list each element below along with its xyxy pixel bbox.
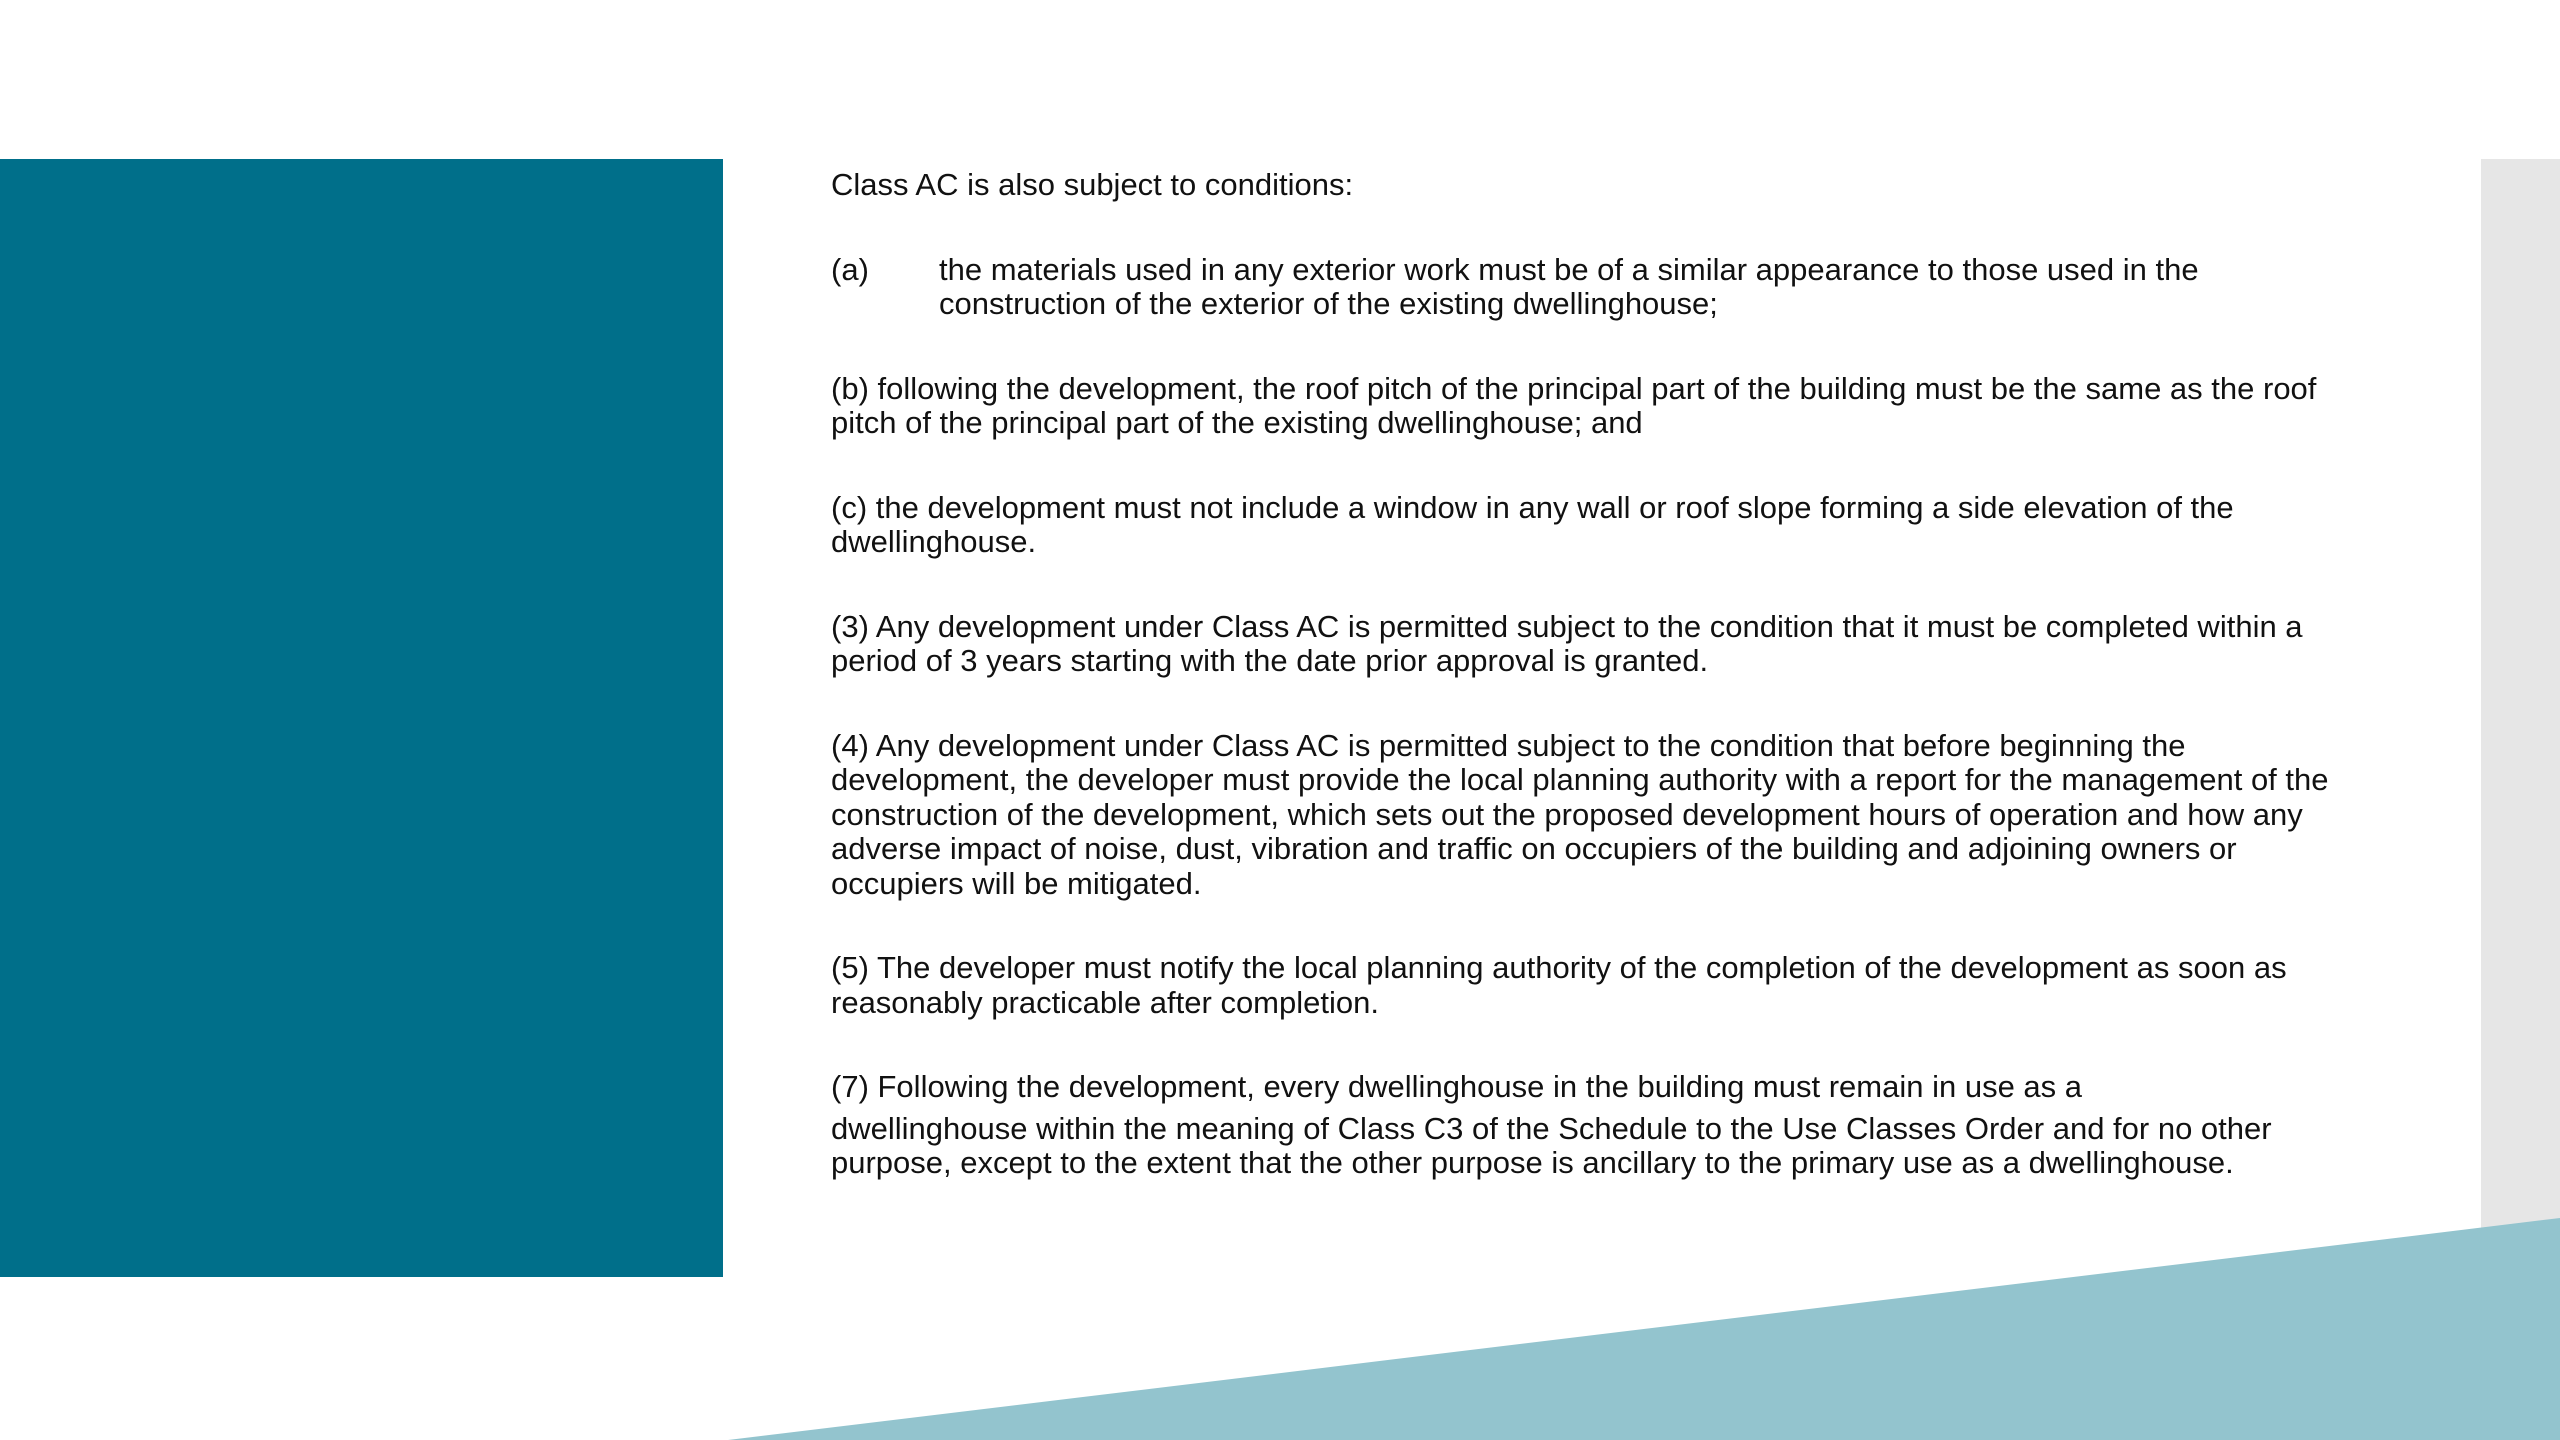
condition-a [831,253,2331,322]
condition-c: (c) the development must not include a window in any wall or roof slope forming a side elevation of the dwellinghouse. [831,489,2234,559]
paragraph-7 [831,1070,2331,1181]
paragraph-7-rest: dwellinghouse within the meaning of Class C3 of the Schedule to the Use Classes Order and for no other purpose, except to the extent that the other purpose is ancillary to the primary use as a dwellinghouse. [831,1110,2272,1180]
intro-text: Class AC is also subject to conditions: [831,167,1354,202]
document-body [831,168,2331,1231]
paragraph-3: (3) Any development under Class AC is permitted subject to the condition that it must be completed within a period of 3 years starting with the date prior approval is granted. [831,608,2303,678]
condition-a-marker: (a) [831,251,869,287]
light-teal-wedge [728,1218,2560,1440]
condition-a-text: the materials used in any exterior work must be of a similar appearance to those used in the construction of the exterior of the existing dwellinghouse; [939,251,2199,321]
paragraph-7-line-1: (7) Following the development, every dwellinghouse in the building must remain in use as a [831,1069,2083,1104]
paragraph-4: (4) Any development under Class AC is permitted subject to the condition that before beginning the development, the developer must provide the local planning authority with a report for the management of the construction of the development, which sets out the proposed development hours of operation and how any adverse impact of noise, dust, vibration and traffic on occupiers of the building and adjoining owners or occupiers will be mitigated. [831,727,2329,901]
paragraph-5: (5) The developer must notify the local planning authority of the completion of the development as soon as reasonably practicable after completion. [831,950,2287,1020]
condition-b: (b) following the development, the roof pitch of the principal part of the building must be the same as the roof pitch of the principal part of the existing dwellinghouse; and [831,370,2317,440]
